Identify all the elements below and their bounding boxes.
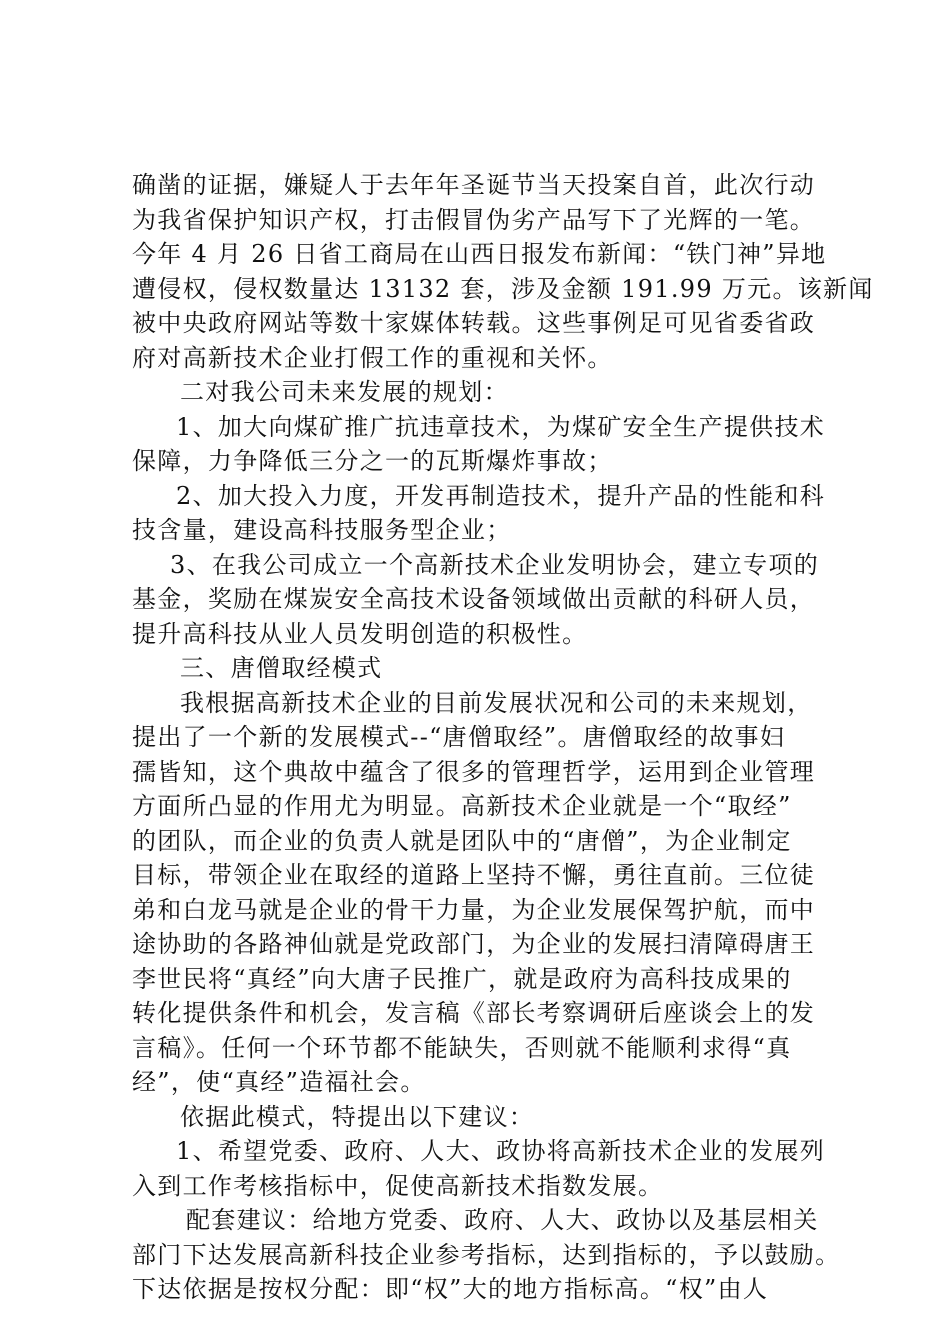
text-line: 言稿》。任何一个环节都不能缺失，否则就不能顺利求得“真 bbox=[132, 1033, 792, 1062]
text-line: 入到工作考核指标中，促使高新技术指数发展。 bbox=[132, 1171, 664, 1200]
text-line: 的团队，而企业的负责人就是团队中的“唐僧”，为企业制定 bbox=[132, 826, 792, 855]
text-line: 孺皆知，这个典故中蕴含了很多的管理哲学，运用到企业管理 bbox=[132, 757, 816, 786]
paragraph-start: 我根据高新技术企业的目前发展状况和公司的未来规划， bbox=[180, 688, 813, 717]
list-item: 1、加大向煤矿推广抗违章技术，为煤矿安全生产提供技术 bbox=[176, 412, 826, 441]
text-line: 方面所凸显的作用尤为明显。高新技术企业就是一个“取经” bbox=[132, 792, 792, 820]
list-item: 3、在我公司成立一个高新技术企业发明协会，建立专项的 bbox=[170, 550, 820, 579]
text-line: 途协助的各路神仙就是党政部门，为企业的发展扫清障碍唐王 bbox=[132, 930, 816, 958]
text-line: 提出了一个新的发展模式--“唐僧取经”。唐僧取经的故事妇 bbox=[132, 723, 786, 751]
text-line: 为我省保护知识产权，打击假冒伪劣产品写下了光辉的一笔。 bbox=[132, 205, 816, 234]
text-line: 经”，使“真经”造福社会。 bbox=[132, 1068, 426, 1096]
text-line: 遭侵权，侵权数量达 13132 套，涉及金额 191.99 万元。该新闻 bbox=[132, 274, 874, 303]
text-line: 被中央政府网站等数十家媒体转载。这些事例足可见省委省政 bbox=[132, 309, 816, 337]
text-line: 今年 4 月 26 日省工商局在山西日报发布新闻：“铁门神”异地 bbox=[132, 240, 827, 268]
text-line: 目标，带领企业在取经的道路上坚持不懈，勇往直前。三位徒 bbox=[132, 861, 816, 889]
text-line: 提升高科技从业人员发明创造的积极性。 bbox=[132, 619, 588, 648]
list-item: 2、加大投入力度，开发再制造技术，提升产品的性能和科 bbox=[176, 481, 826, 510]
paragraph-start: 配套建议：给地方党委、政府、人大、政协以及基层相关 bbox=[186, 1206, 819, 1234]
text-line: 技含量，建设高科技服务型企业； bbox=[132, 516, 512, 544]
text-line: 基金，奖励在煤炭安全高技术设备领域做出贡献的科研人员， bbox=[132, 585, 816, 613]
text-line: 府对高新技术企业打假工作的重视和关怀。 bbox=[132, 343, 613, 372]
text-line: 下达依据是按权分配：即“权”大的地方指标高。“权”由人 bbox=[132, 1275, 769, 1303]
section-heading: 三、唐僧取经模式 bbox=[180, 654, 383, 682]
text-line: 转化提供条件和机会，发言稿《部长考察调研后座谈会上的发 bbox=[132, 999, 816, 1027]
list-item: 1、希望党委、政府、人大、政协将高新技术企业的发展列 bbox=[176, 1137, 826, 1165]
text-line: 保障，力争降低三分之一的瓦斯爆炸事故； bbox=[132, 447, 613, 475]
text-line: 确凿的证据，嫌疑人于去年年圣诞节当天投案自首，此次行动 bbox=[132, 171, 816, 199]
text-line: 弟和白龙马就是企业的骨干力量，为企业发展保驾护航，而中 bbox=[132, 895, 816, 924]
section-heading: 二对我公司未来发展的规划： bbox=[180, 378, 509, 406]
text-line: 李世民将“真经”向大唐子民推广，就是政府为高科技成果的 bbox=[132, 964, 792, 993]
text-line: 部门下达发展高新科技企业参考指标，达到指标的，予以鼓励。 bbox=[132, 1240, 841, 1269]
paragraph-start: 依据此模式，特提出以下建议： bbox=[180, 1102, 535, 1131]
body-text bbox=[132, 168, 874, 1307]
